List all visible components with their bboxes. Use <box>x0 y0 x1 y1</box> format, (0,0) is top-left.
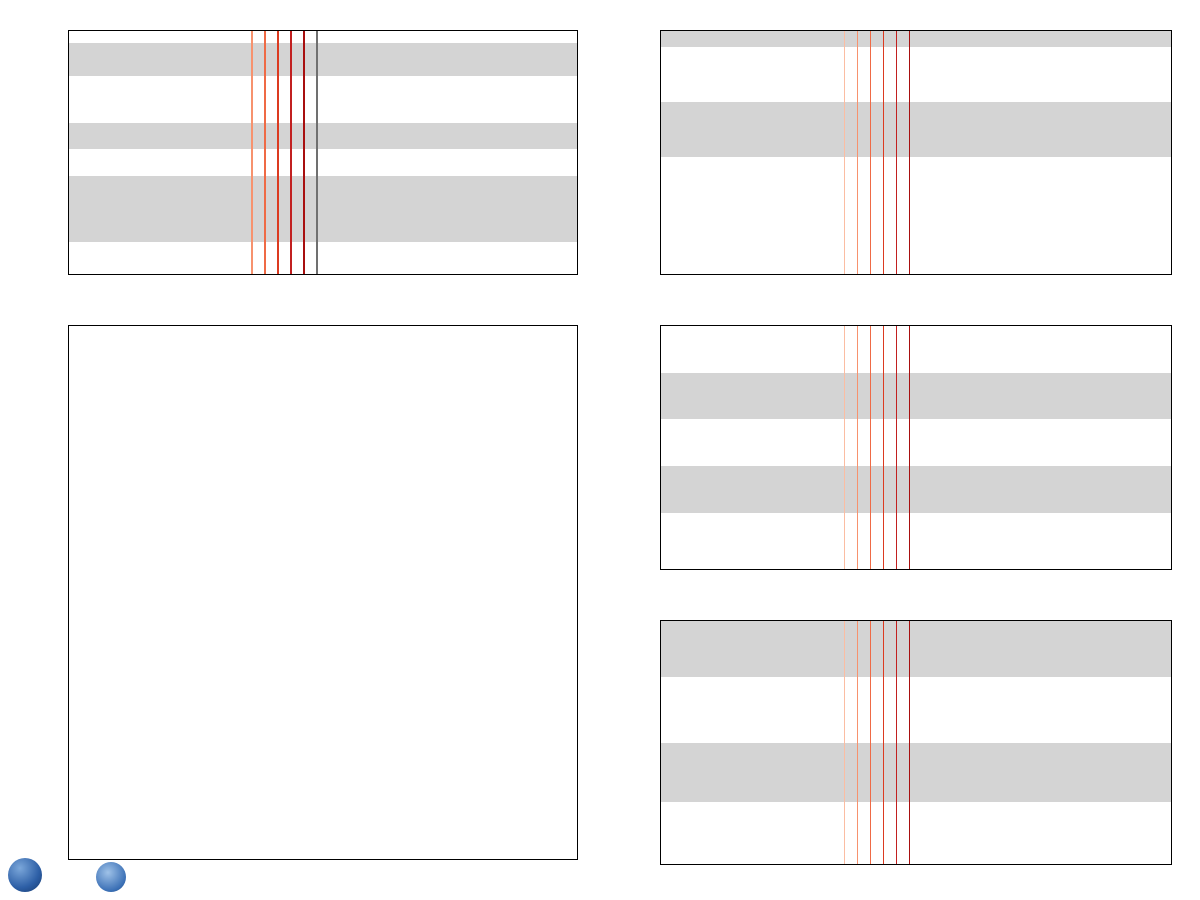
rh-plot-area <box>661 621 1171 864</box>
track-panel <box>68 325 578 860</box>
shear-lines <box>661 31 1171 274</box>
shear-panel <box>660 30 1172 275</box>
intensity-panel <box>68 30 578 275</box>
sst-lines <box>661 326 1171 569</box>
rh-lines <box>661 621 1171 864</box>
sst-panel <box>660 325 1172 570</box>
ring-icon <box>96 862 126 892</box>
track-map <box>69 326 577 859</box>
track-plot-area <box>69 326 577 859</box>
intensity-lines <box>69 31 577 274</box>
shear-plot-area <box>661 31 1171 274</box>
cira-logo <box>8 856 128 896</box>
intensity-plot-area <box>69 31 577 274</box>
rh-panel <box>660 620 1172 865</box>
globe-icon <box>8 858 42 892</box>
sst-plot-area <box>661 326 1171 569</box>
